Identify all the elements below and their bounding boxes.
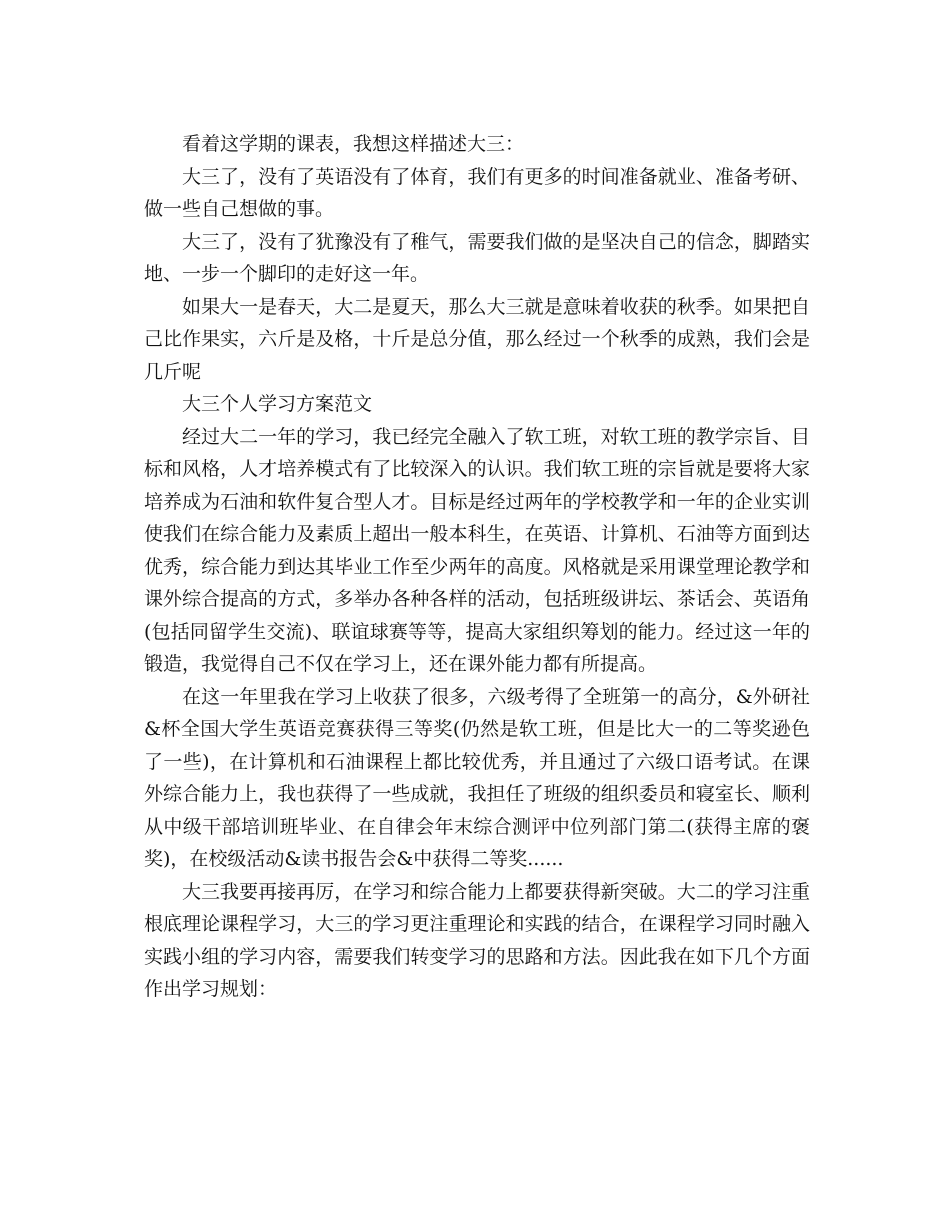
paragraph-no-hesitation: 大三了，没有了犹豫没有了稚气，需要我们做的是坚决自己的信念，脚踏实地、一步一个脚印的走好这一年。 (144, 230, 810, 285)
paragraph-achievements: 在这一年里我在学习上收获了很多，六级考得了全班第一的高分，&外研社&杯全国大学生英语竞赛获得三等奖(仍然是软工班，但是比大一的二等奖逊色了一些)，在计算机和石油课程上都比较优秀，并且通过了六级口语考试。在课外综合能力上，我也获得了一些成就，我担任了班级的组织委员和寝室长、顺利从中级干部培训班毕业、在自律会年末综合测评中位列部门第二(获得主席的褒奖)，在校级活动&读书报告会&中获得二等奖...... (144, 685, 810, 870)
paragraph-study-plan: 大三我要再接再厉，在学习和综合能力上都要获得新突破。大二的学习注重根底理论课程学习，大三的学习更注重理论和实践的结合，在课程学习同时融入实践小组的学习内容，需要我们转变学习的思路和方法。因此我在如下几个方面作出学习规划： (144, 880, 810, 1000)
section-heading: 大三个人学习方案范文 (182, 393, 373, 415)
paragraph-software-class: 经过大二一年的学习，我已经完全融入了软工班，对软工班的教学宗旨、目标和风格，人才培养模式有了比较深入的认识。我们软工班的宗旨就是要将大家培养成为石油和软件复合型人才。目标是经过两年的学校教学和一年的企业实训使我们在综合能力及素质上超出一般本科生，在英语、计算机、石油等方面到达优秀，综合能力到达其毕业工作至少两年的高度。风格就是采用课堂理论教学和课外综合提高的方式，多举办各种各样的活动，包括班级讲坛、茶话会、英语角(包括同留学生交流)、联谊球赛等等，提高大家组织筹划的能力。经过这一年的锻造，我觉得自己不仅在学习上，还在课外能力都有所提高。 (144, 425, 810, 675)
document-body (144, 128, 810, 1006)
paragraph-no-english: 大三了，没有了英语没有了体育，我们有更多的时间准备就业、准备考研、做一些自己想做的事。 (144, 165, 810, 220)
paragraph-intro: 看着这学期的课表，我想这样描述大三： (182, 133, 525, 155)
paragraph-seasons: 如果大一是春天，大二是夏天，那么大三就是意味着收获的秋季。如果把自己比作果实，六斤是及格，十斤是总分值，那么经过一个秋季的成熟，我们会是几斤呢 (144, 295, 810, 383)
